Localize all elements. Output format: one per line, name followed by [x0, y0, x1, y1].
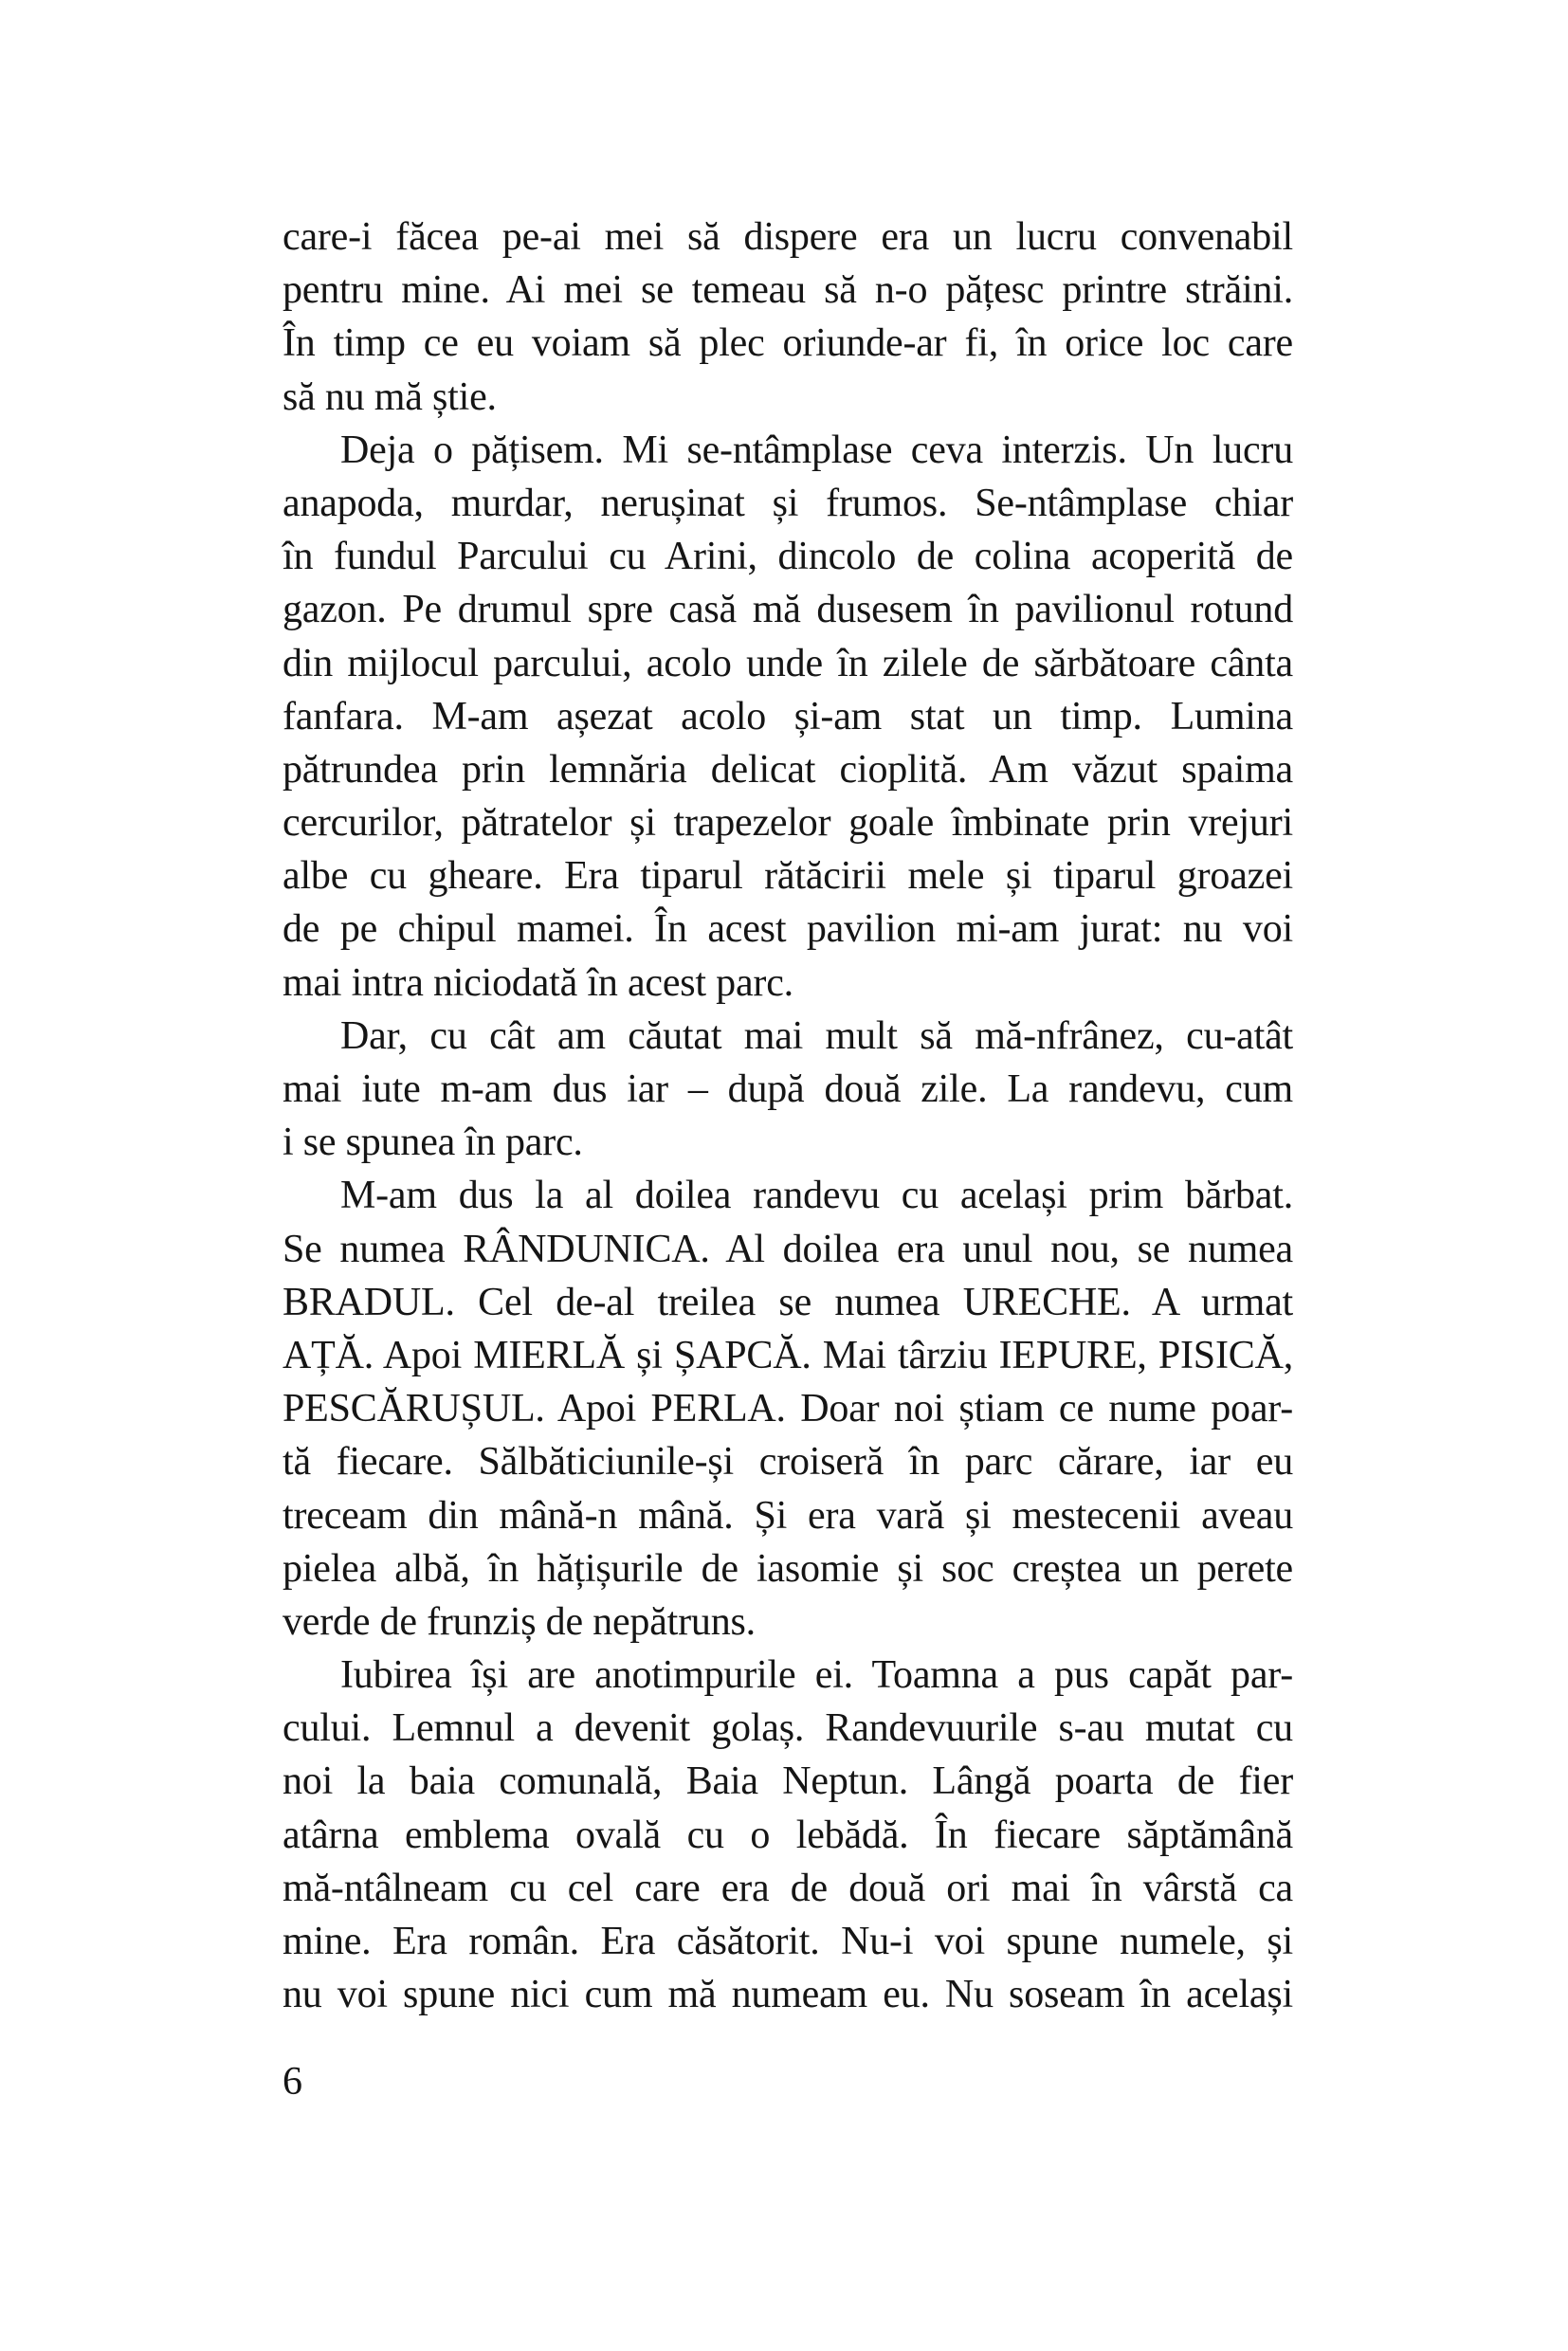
text-line-content: mai intra niciodată în acest parc. [283, 960, 793, 1005]
text-line [283, 1169, 1293, 1222]
text-line [283, 530, 1293, 583]
text-line [283, 1649, 1293, 1702]
text-line-content: În timp ce eu voiam să plec oriunde-ar fi, în orice loc care [283, 321, 1293, 366]
text-line [283, 1862, 1293, 1915]
text-line [283, 264, 1293, 317]
text-line-content: să nu mă știe. [283, 374, 497, 419]
text-line-content: AȚĂ. Apoi MIERLĂ și ȘAPCĂ. Mai târziu IEPURE, PISICĂ, [283, 1333, 1293, 1377]
text-line [283, 371, 1293, 424]
text-line [283, 1329, 1293, 1382]
text-line [283, 743, 1293, 796]
text-line-content: tă fiecare. Sălbăticiunile-și croiseră în parc cărare, iar eu [283, 1440, 1293, 1485]
text-line-content: cercurilor, pătratelor și trapezelor goale îmbinate prin vrejuri [283, 801, 1293, 846]
text-line [283, 1755, 1293, 1808]
text-line [283, 796, 1293, 849]
text-line-content: anapoda, murdar, nerușinat și frumos. Se-ntâmplase chiar [283, 481, 1293, 525]
text-line [283, 1010, 1293, 1063]
text-line-content: treceam din mână-n mână. Și era vară și mestecenii aveau [283, 1493, 1293, 1538]
text-line [283, 210, 1293, 264]
text-line-content: gazon. Pe drumul spre casă mă dusesem în pavilionul rotund [283, 588, 1293, 632]
text-line-content: de pe chipul mamei. În acest pavilion mi-am jurat: nu voi [283, 907, 1293, 952]
text-line-content: noi la baia comunală, Baia Neptun. Lângă poarta de fier [283, 1759, 1293, 1804]
text-line [283, 477, 1293, 530]
text-line-content: verde de frunziș de nepătruns. [283, 1599, 756, 1644]
text-line-content: cului. Lemnul a devenit golaș. Randevuurile s-au mutat cu [283, 1706, 1293, 1751]
page-text [283, 210, 1293, 2021]
text-line-content: atârna emblema ovală cu o lebădă. În fiecare săptămână [283, 1813, 1293, 1857]
text-line [283, 637, 1293, 690]
text-line-content: Deja o pățisem. Mi se-ntâmplase ceva interzis. Un lucru [340, 428, 1293, 472]
text-line-content: din mijlocul parcului, acolo unde în zilele de sărbătoare cânta [283, 641, 1293, 685]
text-line [283, 1116, 1293, 1169]
text-line-content: i se spunea în parc. [283, 1121, 583, 1165]
text-line-content: pătrundea prin lemnăria delicat cioplită. Am văzut spaima [283, 747, 1293, 792]
text-line [283, 902, 1293, 956]
text-line [283, 849, 1293, 902]
text-line-content: în fundul Parcului cu Arini, dincolo de colina acoperită de [283, 535, 1293, 579]
text-line-content: mă-ntâlneam cu cel care era de două ori mai în vârstă ca [283, 1866, 1293, 1910]
text-line-content: mai iute m-am dus iar – după două zile. La randevu, cum [283, 1067, 1293, 1111]
text-line-content: Iubirea își are anotimpurile ei. Toamna a pus capăt par- [340, 1653, 1293, 1698]
text-line-content: PESCĂRUȘUL. Apoi PERLA. Doar noi știam ce nume poar- [283, 1387, 1293, 1431]
text-line-content: pielea albă, în hățișurile de iasomie și soc creștea un perete [283, 1546, 1293, 1591]
text-line-content: care-i făcea pe-ai mei să dispere era un lucru convenabil [283, 215, 1293, 259]
text-line [283, 1489, 1293, 1542]
text-line [283, 1595, 1293, 1649]
text-line-content: pentru mine. Ai mei se temeau să n-o pățesc printre străini. [283, 268, 1293, 313]
text-line-content: albe cu gheare. Era tiparul rătăcirii mele și tiparul groazei [283, 854, 1293, 899]
text-line-content: M-am dus la al doilea randevu cu același prim bărbat. [340, 1174, 1293, 1218]
text-line [283, 1915, 1293, 1968]
text-line-content: Se numea RÂNDUNICA. Al doilea era unul nou, se numea [283, 1227, 1293, 1271]
text-line-content: BRADUL. Cel de-al treilea se numea URECHE. A urmat [283, 1280, 1293, 1324]
text-line-content: nu voi spune nici cum mă numeam eu. Nu soseam în același [283, 1973, 1293, 2017]
text-line [283, 1435, 1293, 1488]
text-line [283, 1382, 1293, 1435]
text-line [283, 1542, 1293, 1595]
text-line [283, 1809, 1293, 1862]
text-line [283, 1063, 1293, 1116]
text-line [283, 957, 1293, 1010]
text-line-content: Dar, cu cât am căutat mai mult să mă-nfrânez, cu-atât [340, 1013, 1293, 1058]
text-line [283, 690, 1293, 743]
text-line [283, 583, 1293, 636]
page-number: 6 [283, 2060, 302, 2104]
text-line [283, 1276, 1293, 1329]
text-line [283, 1702, 1293, 1755]
text-line [283, 317, 1293, 370]
text-line-content: fanfara. M-am așezat acolo și-am stat un timp. Lumina [283, 694, 1293, 738]
text-line-content: mine. Era român. Era căsătorit. Nu-i voi spune numele, și [283, 1920, 1293, 1963]
text-line [283, 1968, 1293, 2021]
text-line [283, 1223, 1293, 1276]
text-line [283, 424, 1293, 477]
